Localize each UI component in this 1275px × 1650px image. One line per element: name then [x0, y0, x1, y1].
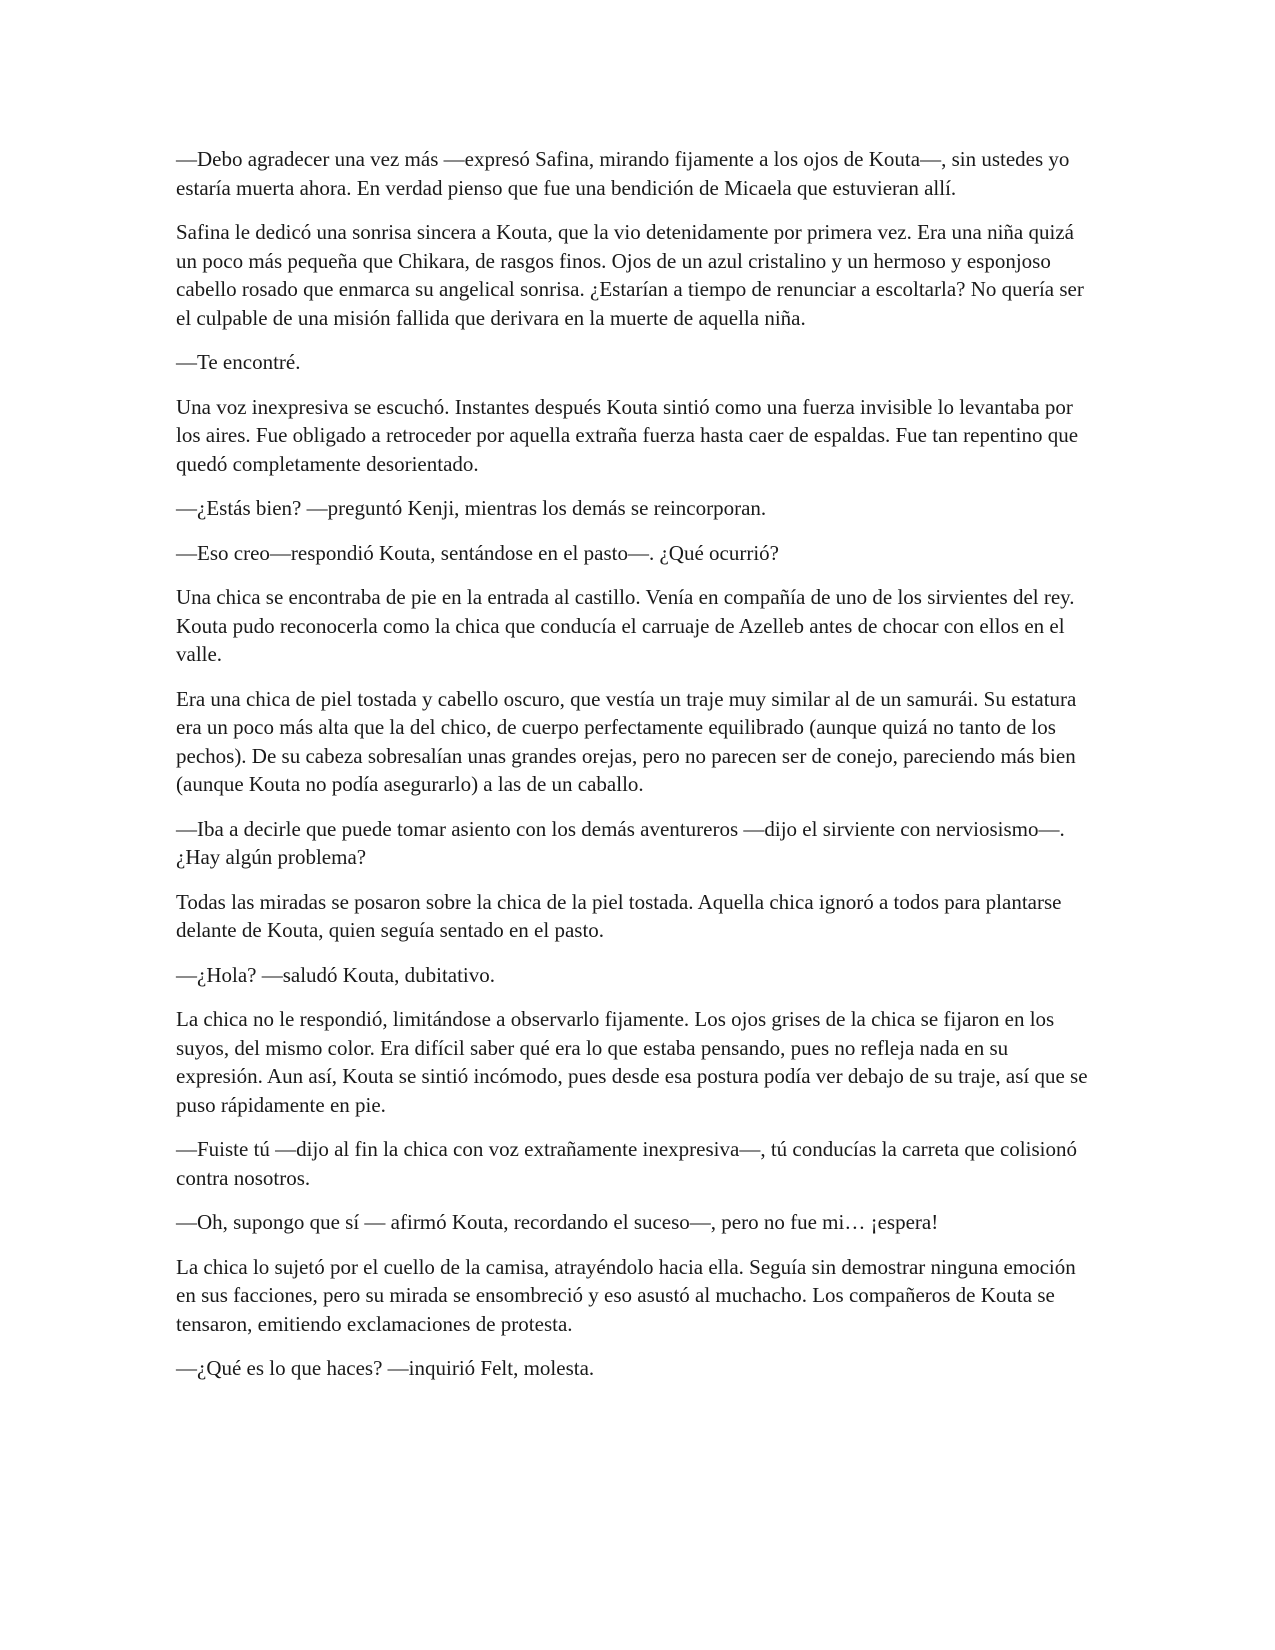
- body-text: [176, 145, 1096, 1399]
- paragraph: —¿Estás bien? —preguntó Kenji, mientras los demás se reincorporan.: [176, 496, 767, 520]
- paragraph: —Debo agradecer una vez más —expresó Safina, mirando fijamente a los ojos de Kouta—, sin ustedes yo estaría muerta ahora. En verdad pienso que fue una bendición de Micaela que estuvieran allí.: [176, 147, 1070, 200]
- paragraph: —Te encontré.: [176, 350, 301, 374]
- paragraph: —Eso creo—respondió Kouta, sentándose en el pasto—. ¿Qué ocurrió?: [176, 540, 779, 565]
- paragraph: La chica lo sujetó por el cuello de la camisa, atrayéndolo hacia ella. Seguía sin demostrar ninguna emoción en sus facciones, pero su mirada se ensombreció y eso asustó al muchacho. Los compañeros de Kouta se tensaron, emitiendo exclamaciones de protesta.: [176, 1254, 1076, 1336]
- paragraph: Safina le dedicó una sonrisa sincera a Kouta, que la vio detenidamente por primera vez. Era una niña quizá un poco más pequeña que Chikara, de rasgos finos. Ojos de un azul cristalino y un hermoso y esponjoso cabello rosado que enmarca su angelical sonrisa. ¿Estarían a tiempo de renunciar a escoltarla? No quería ser el culpable de una misión fallida que derivara en la muerte de aquella niña.: [176, 220, 1084, 330]
- paragraph: —Oh, supongo que sí — afirmó Kouta, recordando el suceso—, pero no fue mi… ¡espera!: [176, 1210, 939, 1234]
- paragraph: Todas las miradas se posaron sobre la chica de la piel tostada. Aquella chica ignoró a todos para plantarse delante de Kouta, quien seguía sentado en el pasto.: [176, 889, 1062, 942]
- paragraph: —Fuiste tú —dijo al fin la chica con voz extrañamente inexpresiva—, tú conducías la carreta que colisionó contra nosotros.: [176, 1137, 1077, 1190]
- paragraph: Una chica se encontraba de pie en la entrada al castillo. Venía en compañía de uno de los sirvientes del rey. Kouta pudo reconocerla como la chica que conducía el carruaje de Azelleb antes de chocar con ellos en el valle.: [176, 585, 1075, 666]
- paragraph: —Iba a decirle que puede tomar asiento con los demás aventureros —dijo el sirviente con nerviosismo—. ¿Hay algún problema?: [176, 816, 1065, 869]
- paragraph: Una voz inexpresiva se escuchó. Instantes después Kouta sintió como una fuerza invisible lo levantaba por los aires. Fue obligado a retroceder por aquella extraña fuerza hasta caer de espaldas. Fue tan repentino que quedó completamente desorientado.: [176, 394, 1079, 476]
- paragraph: La chica no le respondió, limitándose a observarlo fijamente. Los ojos grises de la chica se fijaron en los suyos, del mismo color. Era difícil saber qué era lo que estaba pensando, pues no refleja nada en su expresión. Aun así, Kouta se sintió incómodo, pues desde esa postura podía ver debajo de su traje, así que se puso rápidamente en pie.: [176, 1007, 1088, 1117]
- paragraph: —¿Qué es lo que haces? —inquirió Felt, molesta.: [176, 1356, 595, 1380]
- paragraph: —¿Hola? —saludó Kouta, dubitativo.: [176, 962, 496, 987]
- paragraph: Era una chica de piel tostada y cabello oscuro, que vestía un traje muy similar al de un samurái. Su estatura era un poco más alta que la del chico, de cuerpo perfectamente equilibrado (aunque quizá no tanto de los pechos). De su cabeza sobresalían unas grandes orejas, pero no parecen ser de conejo, pareciendo más bien (aunque Kouta no podía asegurarlo) a las de un caballo.: [176, 686, 1077, 796]
